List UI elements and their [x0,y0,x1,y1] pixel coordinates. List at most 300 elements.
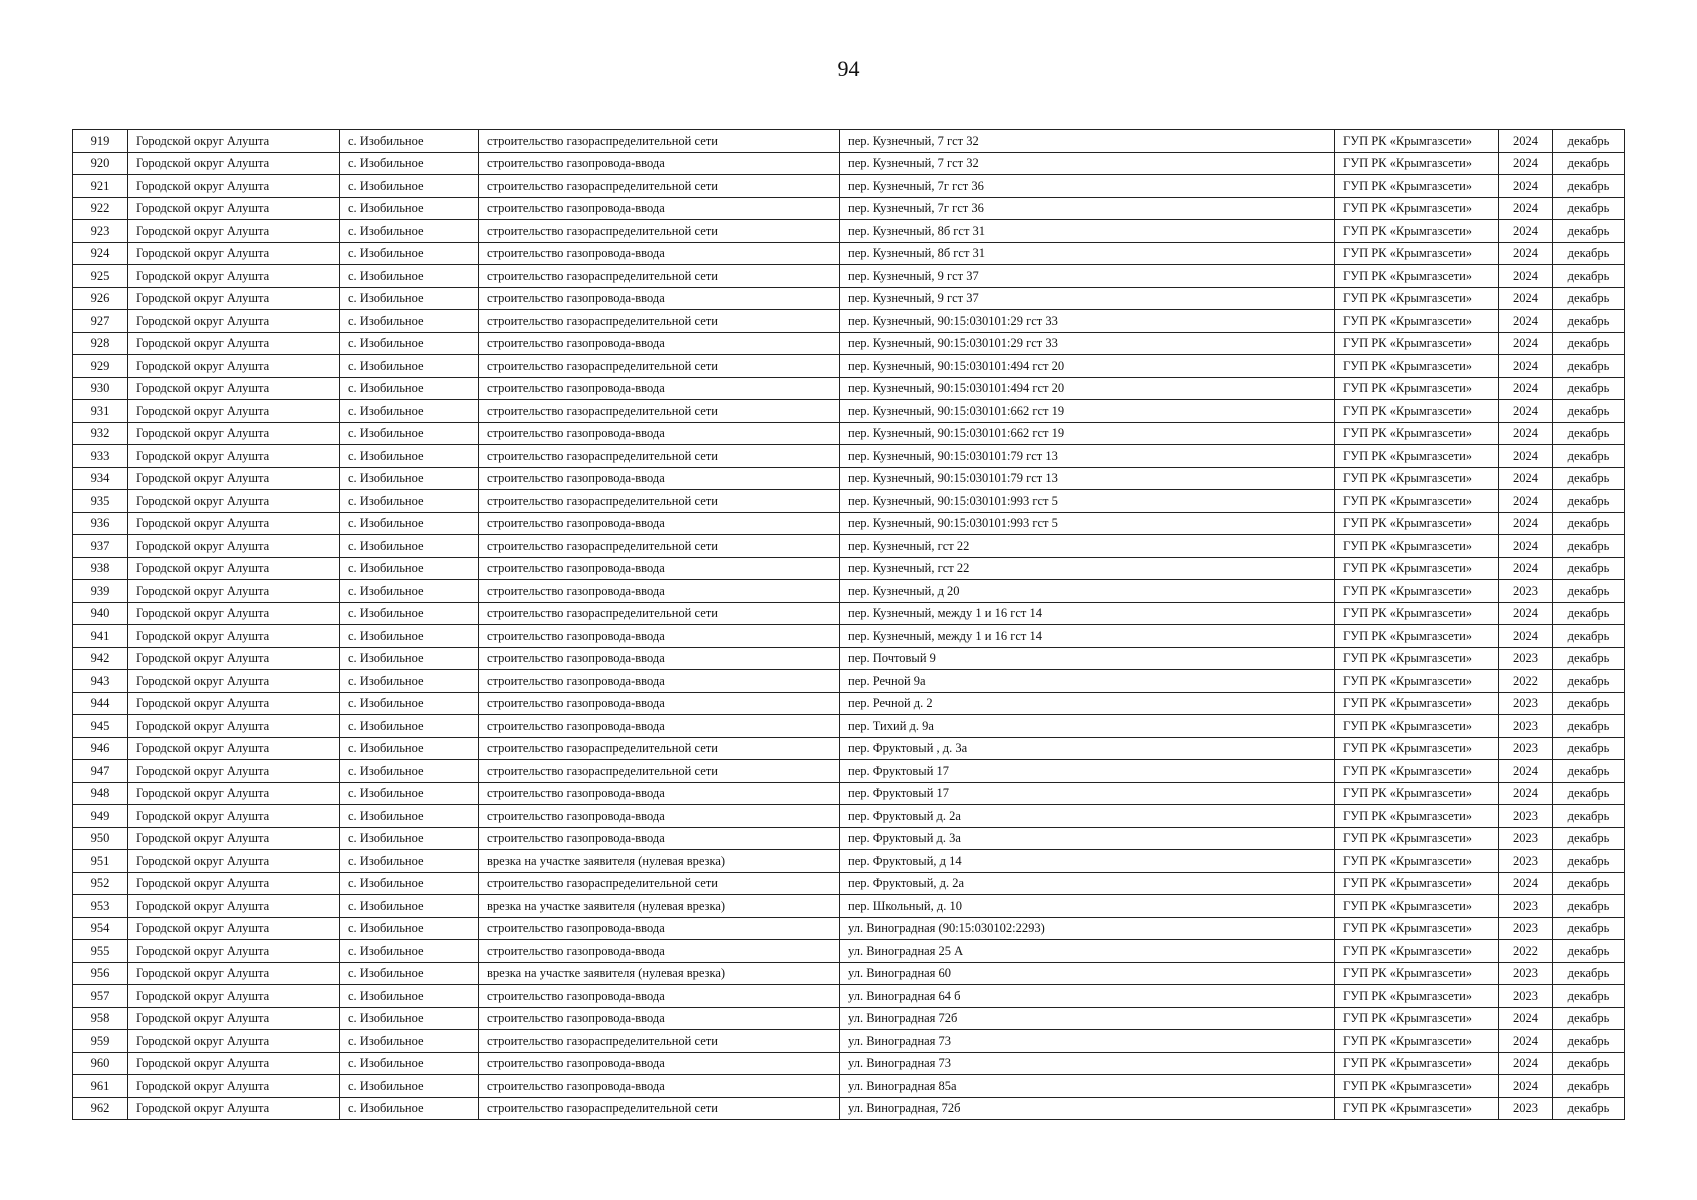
row-number-cell: 944 [73,692,128,715]
address-cell: пер. Кузнечный, 90:15:030101:79 гст 13 [840,445,1335,468]
organization-cell: ГУП РК «Крымгазсети» [1335,377,1499,400]
month-cell: декабрь [1553,737,1625,760]
row-number-cell: 920 [73,152,128,175]
row-number-cell: 922 [73,197,128,220]
district-cell: Городской округ Алушта [128,512,340,535]
row-number-cell: 923 [73,220,128,243]
organization-cell: ГУП РК «Крымгазсети» [1335,220,1499,243]
settlement-cell: с. Изобильное [340,535,479,558]
settlement-cell: с. Изобильное [340,827,479,850]
year-cell: 2024 [1499,872,1553,895]
settlement-cell: с. Изобильное [340,512,479,535]
settlement-cell: с. Изобильное [340,1052,479,1075]
work-type-cell: строительство газораспределительной сети [479,1030,840,1053]
work-type-cell: строительство газопровода-ввода [479,985,840,1008]
organization-cell: ГУП РК «Крымгазсети» [1335,782,1499,805]
settlement-cell: с. Изобильное [340,715,479,738]
year-cell: 2024 [1499,490,1553,513]
month-cell: декабрь [1553,872,1625,895]
work-type-cell: строительство газораспределительной сети [479,1097,840,1120]
district-cell: Городской округ Алушта [128,580,340,603]
district-cell: Городской округ Алушта [128,220,340,243]
settlement-cell: с. Изобильное [340,197,479,220]
work-type-cell: врезка на участке заявителя (нулевая врезка) [479,962,840,985]
work-type-cell: строительство газопровода-ввода [479,467,840,490]
district-cell: Городской округ Алушта [128,445,340,468]
organization-cell: ГУП РК «Крымгазсети» [1335,265,1499,288]
district-cell: Городской округ Алушта [128,895,340,918]
work-type-cell: строительство газопровода-ввода [479,1075,840,1098]
year-cell: 2024 [1499,1052,1553,1075]
work-type-cell: врезка на участке заявителя (нулевая врезка) [479,850,840,873]
work-type-cell: строительство газораспределительной сети [479,265,840,288]
table-row [73,377,1625,400]
row-number-cell: 932 [73,422,128,445]
month-cell: декабрь [1553,692,1625,715]
month-cell: декабрь [1553,220,1625,243]
month-cell: декабрь [1553,827,1625,850]
table-row [73,782,1625,805]
settlement-cell: с. Изобильное [340,985,479,1008]
row-number-cell: 945 [73,715,128,738]
district-cell: Городской округ Алушта [128,197,340,220]
district-cell: Городской округ Алушта [128,670,340,693]
work-type-cell: строительство газопровода-ввода [479,670,840,693]
organization-cell: ГУП РК «Крымгазсети» [1335,940,1499,963]
year-cell: 2022 [1499,940,1553,963]
month-cell: декабрь [1553,242,1625,265]
organization-cell: ГУП РК «Крымгазсети» [1335,152,1499,175]
address-cell: пер. Речной 9а [840,670,1335,693]
year-cell: 2024 [1499,467,1553,490]
row-number-cell: 935 [73,490,128,513]
work-type-cell: врезка на участке заявителя (нулевая врезка) [479,895,840,918]
year-cell: 2024 [1499,310,1553,333]
year-cell: 2024 [1499,625,1553,648]
row-number-cell: 948 [73,782,128,805]
district-cell: Городской округ Алушта [128,1030,340,1053]
settlement-cell: с. Изобильное [340,1097,479,1120]
address-cell: ул. Виноградная 73 [840,1052,1335,1075]
month-cell: декабрь [1553,535,1625,558]
address-cell: ул. Виноградная, 72б [840,1097,1335,1120]
address-cell: ул. Виноградная 60 [840,962,1335,985]
month-cell: декабрь [1553,647,1625,670]
district-cell: Городской округ Алушта [128,422,340,445]
work-type-cell: строительство газопровода-ввода [479,805,840,828]
row-number-cell: 961 [73,1075,128,1098]
table-row [73,197,1625,220]
address-cell: ул. Виноградная 85а [840,1075,1335,1098]
year-cell: 2024 [1499,175,1553,198]
row-number-cell: 950 [73,827,128,850]
work-type-cell: строительство газораспределительной сети [479,400,840,423]
settlement-cell: с. Изобильное [340,917,479,940]
table-row [73,467,1625,490]
year-cell: 2024 [1499,445,1553,468]
year-cell: 2023 [1499,895,1553,918]
table-row [73,535,1625,558]
settlement-cell: с. Изобильное [340,895,479,918]
table-row [73,670,1625,693]
settlement-cell: с. Изобильное [340,467,479,490]
settlement-cell: с. Изобильное [340,805,479,828]
row-number-cell: 956 [73,962,128,985]
row-number-cell: 924 [73,242,128,265]
row-number-cell: 955 [73,940,128,963]
table-row [73,175,1625,198]
row-number-cell: 919 [73,130,128,153]
organization-cell: ГУП РК «Крымгазсети» [1335,467,1499,490]
row-number-cell: 946 [73,737,128,760]
row-number-cell: 949 [73,805,128,828]
organization-cell: ГУП РК «Крымгазсети» [1335,512,1499,535]
district-cell: Городской округ Алушта [128,625,340,648]
settlement-cell: с. Изобильное [340,332,479,355]
year-cell: 2024 [1499,265,1553,288]
settlement-cell: с. Изобильное [340,175,479,198]
work-type-cell: строительство газопровода-ввода [479,242,840,265]
year-cell: 2023 [1499,647,1553,670]
settlement-cell: с. Изобильное [340,602,479,625]
organization-cell: ГУП РК «Крымгазсети» [1335,445,1499,468]
settlement-cell: с. Изобильное [340,737,479,760]
row-number-cell: 937 [73,535,128,558]
row-number-cell: 929 [73,355,128,378]
year-cell: 2024 [1499,782,1553,805]
month-cell: декабрь [1553,422,1625,445]
address-cell: пер. Кузнечный, 9 гст 37 [840,287,1335,310]
district-cell: Городской округ Алушта [128,985,340,1008]
settlement-cell: с. Изобильное [340,782,479,805]
work-type-cell: строительство газопровода-ввода [479,782,840,805]
organization-cell: ГУП РК «Крымгазсети» [1335,670,1499,693]
month-cell: декабрь [1553,917,1625,940]
work-type-cell: строительство газопровода-ввода [479,557,840,580]
organization-cell: ГУП РК «Крымгазсети» [1335,1030,1499,1053]
year-cell: 2024 [1499,130,1553,153]
month-cell: декабрь [1553,962,1625,985]
address-cell: пер. Кузнечный, 90:15:030101:29 гст 33 [840,310,1335,333]
district-cell: Городской округ Алушта [128,917,340,940]
month-cell: декабрь [1553,197,1625,220]
address-cell: пер. Кузнечный, 7г гст 36 [840,175,1335,198]
work-type-cell: строительство газораспределительной сети [479,535,840,558]
organization-cell: ГУП РК «Крымгазсети» [1335,737,1499,760]
work-type-cell: строительство газопровода-ввода [479,422,840,445]
table-row [73,602,1625,625]
table-row [73,512,1625,535]
year-cell: 2024 [1499,422,1553,445]
settlement-cell: с. Изобильное [340,287,479,310]
table-row [73,1075,1625,1098]
district-cell: Городской округ Алушта [128,602,340,625]
row-number-cell: 921 [73,175,128,198]
work-type-cell: строительство газопровода-ввода [479,1007,840,1030]
address-cell: пер. Кузнечный, 7 гст 32 [840,152,1335,175]
address-cell: пер. Кузнечный, 7 гст 32 [840,130,1335,153]
row-number-cell: 927 [73,310,128,333]
organization-cell: ГУП РК «Крымгазсети» [1335,355,1499,378]
table-row [73,1052,1625,1075]
district-cell: Городской округ Алушта [128,692,340,715]
table-row [73,917,1625,940]
month-cell: декабрь [1553,557,1625,580]
year-cell: 2024 [1499,535,1553,558]
row-number-cell: 938 [73,557,128,580]
work-type-cell: строительство газораспределительной сети [479,602,840,625]
work-type-cell: строительство газораспределительной сети [479,355,840,378]
table-row [73,580,1625,603]
month-cell: декабрь [1553,130,1625,153]
organization-cell: ГУП РК «Крымгазсети» [1335,872,1499,895]
organization-cell: ГУП РК «Крымгазсети» [1335,850,1499,873]
month-cell: декабрь [1553,805,1625,828]
month-cell: декабрь [1553,287,1625,310]
address-cell: пер. Кузнечный, гст 22 [840,535,1335,558]
year-cell: 2023 [1499,1097,1553,1120]
organization-cell: ГУП РК «Крымгазсети» [1335,805,1499,828]
district-cell: Городской округ Алушта [128,332,340,355]
work-type-cell: строительство газопровода-ввода [479,332,840,355]
work-type-cell: строительство газораспределительной сети [479,220,840,243]
organization-cell: ГУП РК «Крымгазсети» [1335,895,1499,918]
address-cell: пер. Фруктовый 17 [840,760,1335,783]
address-cell: пер. Фруктовый д. 2а [840,805,1335,828]
organization-cell: ГУП РК «Крымгазсети» [1335,827,1499,850]
row-number-cell: 934 [73,467,128,490]
year-cell: 2024 [1499,287,1553,310]
month-cell: декабрь [1553,895,1625,918]
organization-cell: ГУП РК «Крымгазсети» [1335,422,1499,445]
address-cell: пер. Кузнечный, 7г гст 36 [840,197,1335,220]
organization-cell: ГУП РК «Крымгазсети» [1335,1097,1499,1120]
district-cell: Городской округ Алушта [128,400,340,423]
work-type-cell: строительство газопровода-ввода [479,647,840,670]
month-cell: декабрь [1553,670,1625,693]
work-type-cell: строительство газопровода-ввода [479,287,840,310]
organization-cell: ГУП РК «Крымгазсети» [1335,602,1499,625]
row-number-cell: 960 [73,1052,128,1075]
row-number-cell: 930 [73,377,128,400]
address-cell: пер. Тихий д. 9а [840,715,1335,738]
row-number-cell: 942 [73,647,128,670]
address-cell: пер. Кузнечный, д 20 [840,580,1335,603]
address-cell: пер. Кузнечный, гст 22 [840,557,1335,580]
month-cell: декабрь [1553,602,1625,625]
settlement-cell: с. Изобильное [340,220,479,243]
settlement-cell: с. Изобильное [340,962,479,985]
work-type-cell: строительство газопровода-ввода [479,625,840,648]
district-cell: Городской округ Алушта [128,152,340,175]
address-cell: пер. Кузнечный, 8б гст 31 [840,242,1335,265]
address-cell: пер. Кузнечный, 90:15:030101:494 гст 20 [840,355,1335,378]
address-cell: ул. Виноградная (90:15:030102:2293) [840,917,1335,940]
row-number-cell: 957 [73,985,128,1008]
year-cell: 2024 [1499,760,1553,783]
organization-cell: ГУП РК «Крымгазсети» [1335,647,1499,670]
settlement-cell: с. Изобильное [340,850,479,873]
month-cell: декабрь [1553,715,1625,738]
year-cell: 2024 [1499,1030,1553,1053]
address-cell: пер. Кузнечный, 90:15:030101:662 гст 19 [840,422,1335,445]
organization-cell: ГУП РК «Крымгазсети» [1335,400,1499,423]
table-row [73,557,1625,580]
organization-cell: ГУП РК «Крымгазсети» [1335,310,1499,333]
work-type-cell: строительство газопровода-ввода [479,152,840,175]
district-cell: Городской округ Алушта [128,872,340,895]
year-cell: 2023 [1499,805,1553,828]
settlement-cell: с. Изобильное [340,760,479,783]
table-row [73,355,1625,378]
district-cell: Городской округ Алушта [128,1007,340,1030]
work-type-cell: строительство газораспределительной сети [479,737,840,760]
table-row [73,872,1625,895]
settlement-cell: с. Изобильное [340,445,479,468]
year-cell: 2023 [1499,737,1553,760]
district-cell: Городской округ Алушта [128,1052,340,1075]
settlement-cell: с. Изобильное [340,692,479,715]
address-cell: ул. Виноградная 72б [840,1007,1335,1030]
table-row [73,220,1625,243]
organization-cell: ГУП РК «Крымгазсети» [1335,962,1499,985]
organization-cell: ГУП РК «Крымгазсети» [1335,242,1499,265]
work-type-cell: строительство газопровода-ввода [479,940,840,963]
organization-cell: ГУП РК «Крымгазсети» [1335,1052,1499,1075]
month-cell: декабрь [1553,512,1625,535]
year-cell: 2024 [1499,152,1553,175]
settlement-cell: с. Изобильное [340,1007,479,1030]
month-cell: декабрь [1553,940,1625,963]
month-cell: декабрь [1553,490,1625,513]
work-type-cell: строительство газопровода-ввода [479,917,840,940]
row-number-cell: 958 [73,1007,128,1030]
district-cell: Городской округ Алушта [128,715,340,738]
work-type-cell: строительство газопровода-ввода [479,377,840,400]
month-cell: декабрь [1553,625,1625,648]
organization-cell: ГУП РК «Крымгазсети» [1335,535,1499,558]
row-number-cell: 936 [73,512,128,535]
address-cell: пер. Фруктовый , д. 3а [840,737,1335,760]
work-type-cell: строительство газопровода-ввода [479,1052,840,1075]
month-cell: декабрь [1553,377,1625,400]
year-cell: 2023 [1499,580,1553,603]
address-cell: пер. Кузнечный, 90:15:030101:662 гст 19 [840,400,1335,423]
table-row [73,445,1625,468]
year-cell: 2024 [1499,512,1553,535]
month-cell: декабрь [1553,400,1625,423]
organization-cell: ГУП РК «Крымгазсети» [1335,715,1499,738]
row-number-cell: 940 [73,602,128,625]
year-cell: 2023 [1499,985,1553,1008]
address-cell: пер. Фруктовый 17 [840,782,1335,805]
district-cell: Городской округ Алушта [128,1097,340,1120]
address-cell: пер. Кузнечный, 90:15:030101:993 гст 5 [840,512,1335,535]
row-number-cell: 933 [73,445,128,468]
address-cell: ул. Виноградная 25 А [840,940,1335,963]
table-row [73,647,1625,670]
settlement-cell: с. Изобильное [340,1075,479,1098]
month-cell: декабрь [1553,310,1625,333]
month-cell: декабрь [1553,467,1625,490]
address-cell: пер. Фруктовый, д 14 [840,850,1335,873]
row-number-cell: 959 [73,1030,128,1053]
month-cell: декабрь [1553,985,1625,1008]
month-cell: декабрь [1553,332,1625,355]
work-type-cell: строительство газопровода-ввода [479,580,840,603]
settlement-cell: с. Изобильное [340,377,479,400]
district-cell: Городской округ Алушта [128,355,340,378]
work-type-cell: строительство газопровода-ввода [479,715,840,738]
row-number-cell: 947 [73,760,128,783]
month-cell: декабрь [1553,1052,1625,1075]
table-row [73,152,1625,175]
year-cell: 2023 [1499,850,1553,873]
table-row [73,715,1625,738]
month-cell: декабрь [1553,152,1625,175]
row-number-cell: 931 [73,400,128,423]
district-cell: Городской округ Алушта [128,287,340,310]
year-cell: 2023 [1499,827,1553,850]
settlement-cell: с. Изобильное [340,422,479,445]
district-cell: Городской округ Алушта [128,1075,340,1098]
address-cell: пер. Кузнечный, 90:15:030101:494 гст 20 [840,377,1335,400]
district-cell: Городской округ Алушта [128,265,340,288]
table-row [73,265,1625,288]
table-row [73,422,1625,445]
table-row [73,242,1625,265]
table-row [73,760,1625,783]
district-cell: Городской округ Алушта [128,962,340,985]
table-row [73,850,1625,873]
table-row [73,287,1625,310]
registry-table-body [73,130,1625,1120]
year-cell: 2024 [1499,197,1553,220]
table-row [73,1030,1625,1053]
year-cell: 2022 [1499,670,1553,693]
year-cell: 2023 [1499,715,1553,738]
address-cell: пер. Кузнечный, между 1 и 16 гст 14 [840,602,1335,625]
district-cell: Городской округ Алушта [128,760,340,783]
district-cell: Городской округ Алушта [128,310,340,333]
month-cell: декабрь [1553,445,1625,468]
district-cell: Городской округ Алушта [128,175,340,198]
year-cell: 2024 [1499,355,1553,378]
work-type-cell: строительство газораспределительной сети [479,310,840,333]
settlement-cell: с. Изобильное [340,265,479,288]
district-cell: Городской округ Алушта [128,467,340,490]
district-cell: Городской округ Алушта [128,647,340,670]
table-row [73,895,1625,918]
registry-table [72,129,1625,1120]
organization-cell: ГУП РК «Крымгазсети» [1335,985,1499,1008]
district-cell: Городской округ Алушта [128,737,340,760]
district-cell: Городской округ Алушта [128,130,340,153]
table-row [73,827,1625,850]
year-cell: 2024 [1499,377,1553,400]
work-type-cell: строительство газораспределительной сети [479,490,840,513]
table-row [73,1097,1625,1120]
district-cell: Городской округ Алушта [128,535,340,558]
settlement-cell: с. Изобильное [340,872,479,895]
organization-cell: ГУП РК «Крымгазсети» [1335,197,1499,220]
organization-cell: ГУП РК «Крымгазсети» [1335,175,1499,198]
year-cell: 2023 [1499,692,1553,715]
year-cell: 2023 [1499,917,1553,940]
year-cell: 2024 [1499,242,1553,265]
organization-cell: ГУП РК «Крымгазсети» [1335,490,1499,513]
work-type-cell: строительство газопровода-ввода [479,827,840,850]
